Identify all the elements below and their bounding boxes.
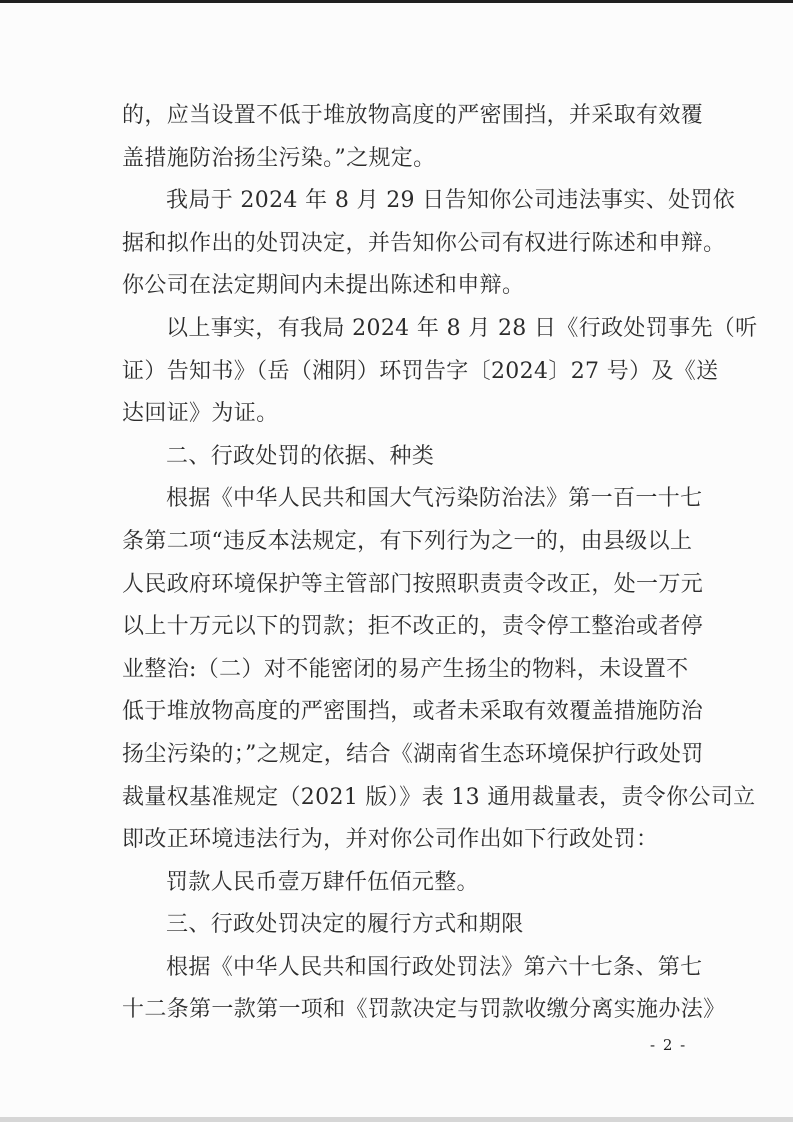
text-line: 人民政府环境保护等主管部门按照职责责令改正，处一万元 xyxy=(122,571,704,597)
text-line: 的，应当设置不低于堆放物高度的严密围挡，并采取有效覆 xyxy=(122,103,704,128)
text-line: 你公司在法定期间内未提出陈述和申辩。 xyxy=(122,273,525,299)
text-line: 我局于 2024 年 8 月 29 日告知你公司违法事实、处罚依 xyxy=(166,188,736,214)
text-line: 业整治:（二）对不能密闭的易产生扬尘的物料，未设置不 xyxy=(122,656,689,682)
paragraph xyxy=(122,478,756,861)
text-line: 即改正环境违法行为，并对你公司作出如下行政处罚： xyxy=(122,827,659,853)
text-line: 裁量权基准规定（2021 版）》表 13 通用裁量表，责令你公司立 xyxy=(122,784,756,810)
scan-top-edge xyxy=(0,0,793,3)
text-line: 二、行政处罚的依据、种类 xyxy=(166,443,435,469)
page-number: - 2 - xyxy=(650,1036,687,1054)
scan-bottom-edge xyxy=(0,1117,793,1122)
paragraph xyxy=(122,436,708,479)
text-line: 以上事实，有我局 2024 年 8 月 28 日《行政处罚事先（听 xyxy=(166,315,758,341)
text-line: 据和拟作出的处罚决定，并告知你公司有权进行陈述和申辩。 xyxy=(122,230,726,256)
text-line: 条第二项“违反本法规定，有下列行为之一的，由县级以上 xyxy=(122,528,693,554)
text-line: 根据《中华人民共和国大气污染防治法》第一百一十七 xyxy=(166,486,703,512)
paragraph xyxy=(122,947,726,1032)
text-line: 达回证》为证。 xyxy=(122,401,279,427)
text-line: 低于堆放物高度的严密围挡，或者未采取有效覆盖措施防治 xyxy=(122,699,704,725)
text-line: 盖措施防治扬尘污染。”之规定。 xyxy=(122,145,436,171)
text-line: 扬尘污染的；”之规定，结合《湖南省生态环境保护行政处罚 xyxy=(122,741,704,767)
paragraph xyxy=(122,308,758,436)
document-body xyxy=(122,95,758,1032)
paragraph xyxy=(122,904,708,947)
text-line: 以上十万元以下的罚款；拒不改正的，责令停工整治或者停 xyxy=(122,614,704,640)
text-line: 三、行政处罚决定的履行方式和期限 xyxy=(166,912,524,938)
text-line: 罚款人民币壹万肆仟伍佰元整。 xyxy=(166,869,479,895)
text-line: 十二条第一款第一项和《罚款决定与罚款收缴分离实施办法》 xyxy=(122,997,726,1023)
text-line: 根据《中华人民共和国行政处罚法》第六十七条、第七 xyxy=(166,954,703,980)
paragraph xyxy=(122,180,736,308)
text-line: 证）告知书》（岳（湘阴）环罚告字〔2024〕27 号）及《送 xyxy=(122,358,719,384)
paragraph xyxy=(122,95,708,180)
paragraph xyxy=(122,862,708,905)
